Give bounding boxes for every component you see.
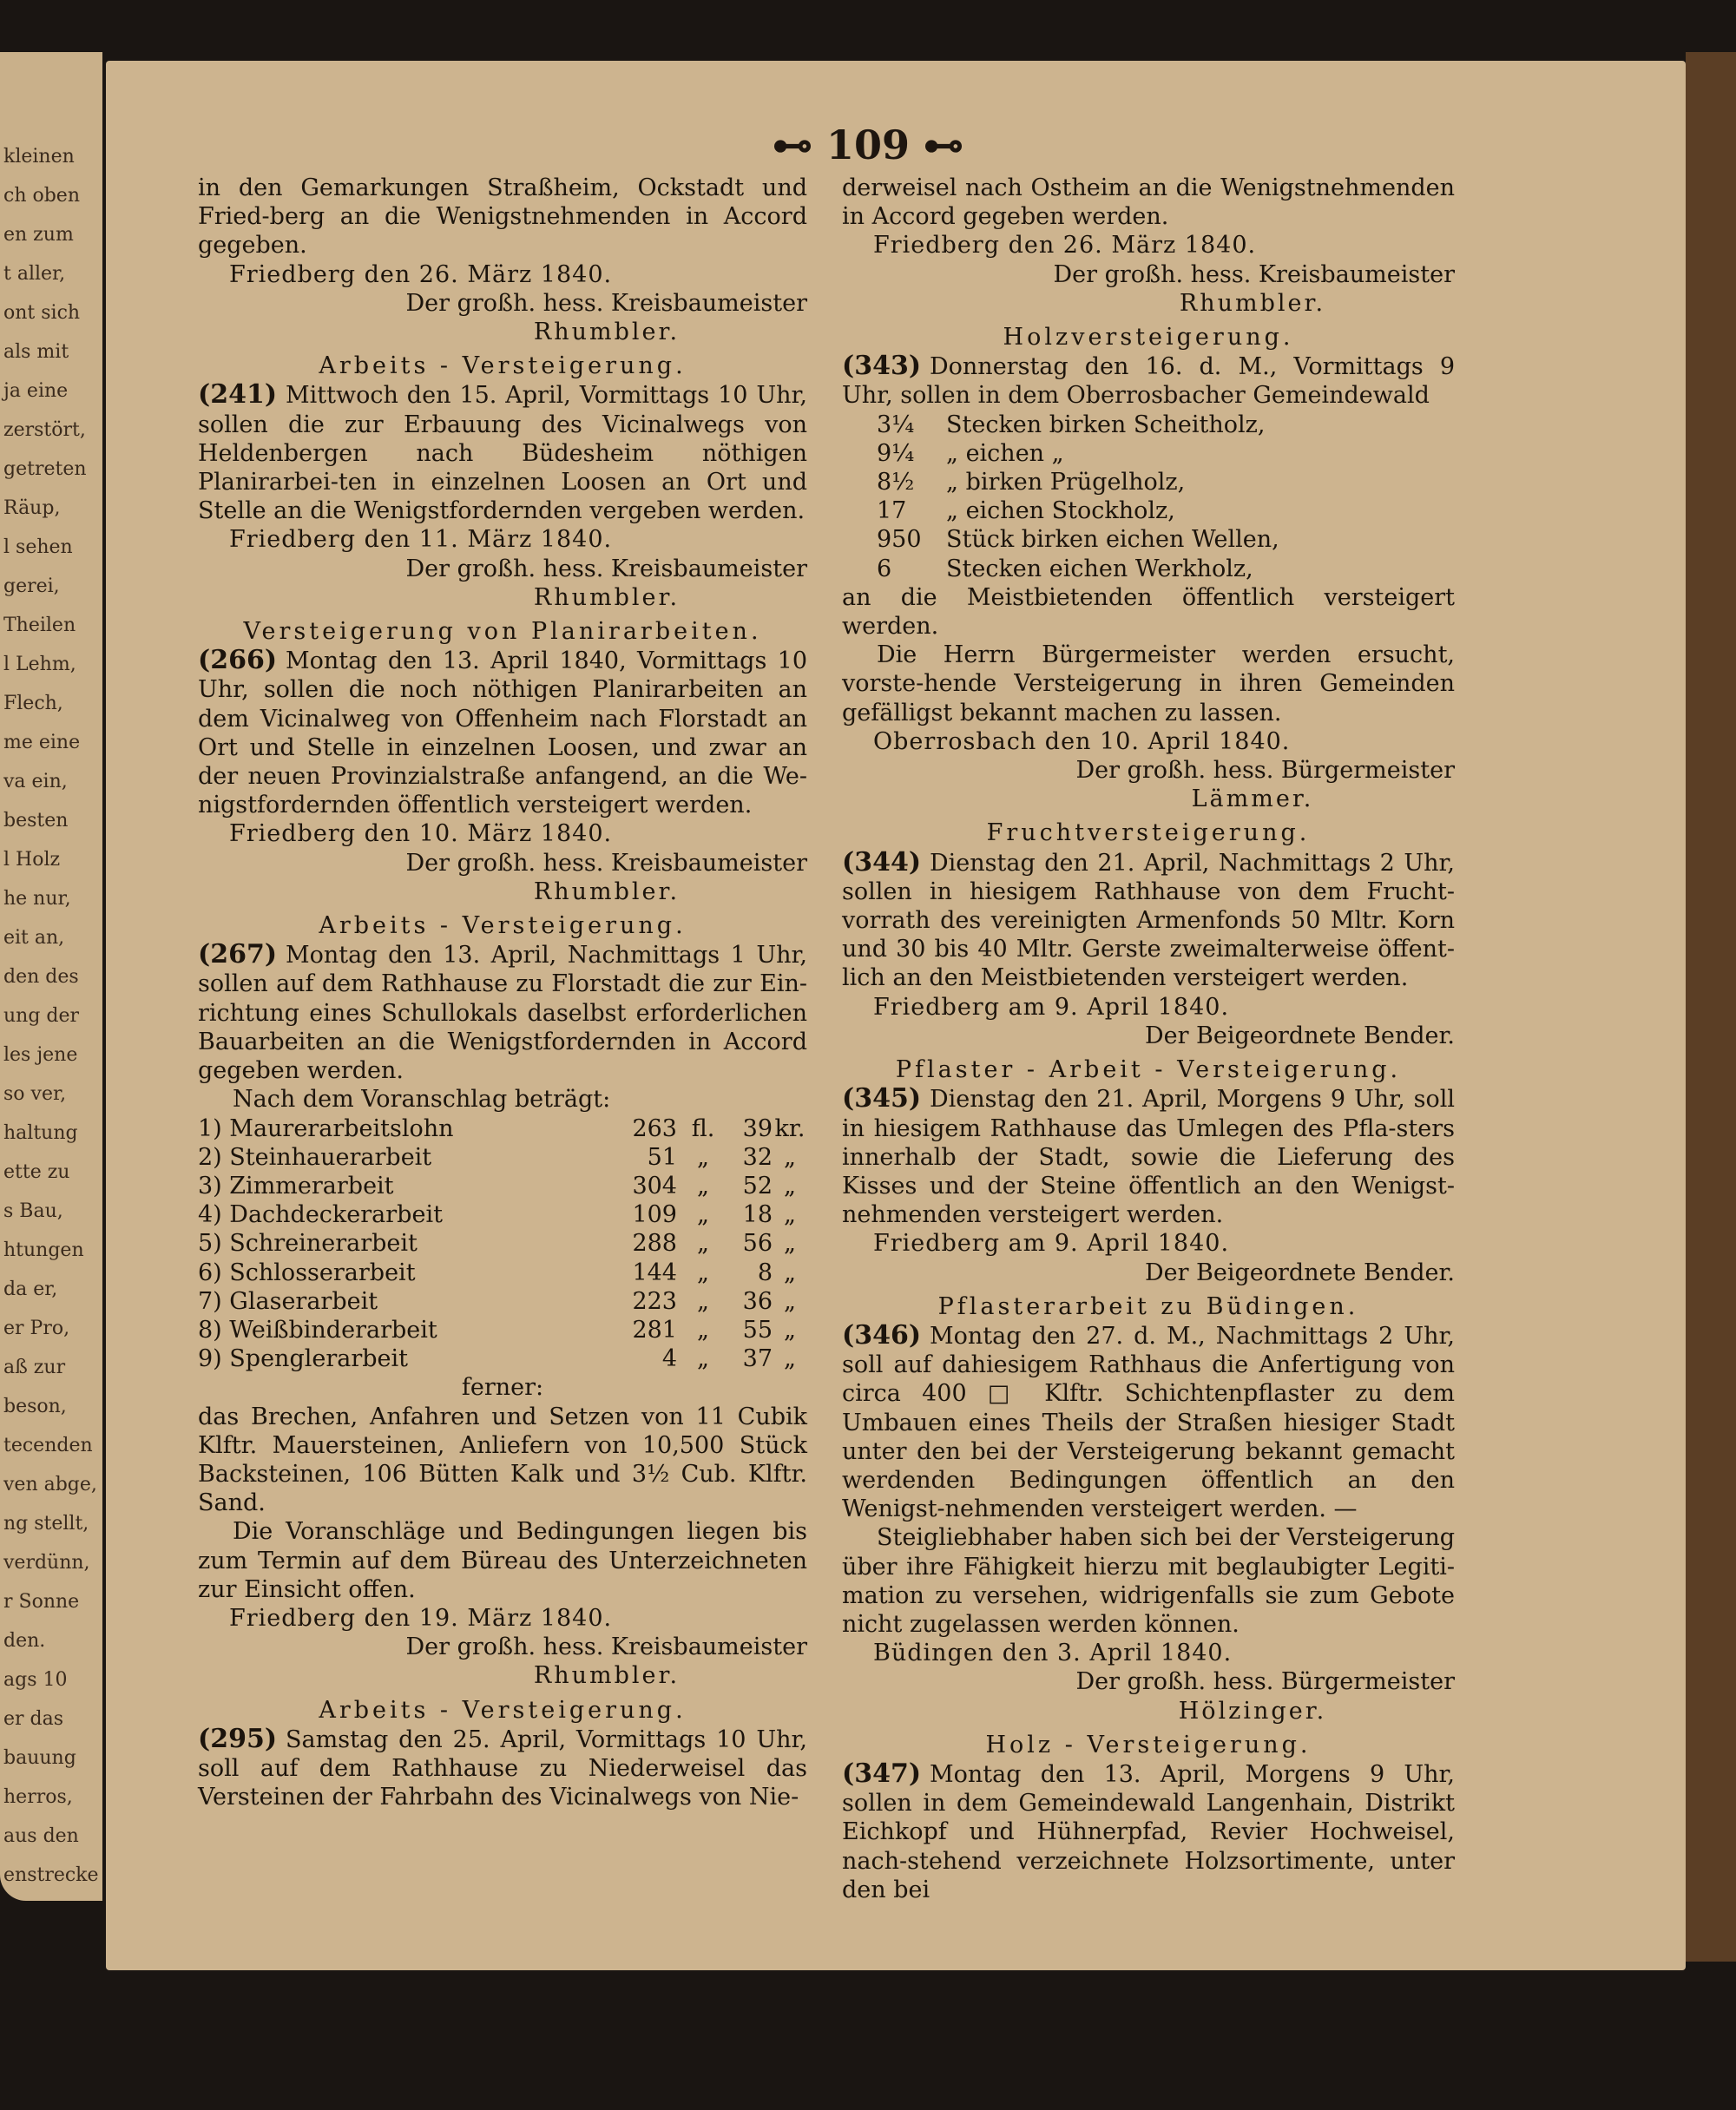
notice-signer: Rhumbler. xyxy=(533,319,681,346)
section-heading: Holzversteigerung. xyxy=(1003,324,1294,352)
notice-text: Mittwoch den 15. April, Vormittags 10 Uhr, sollen die zur Erbauung des Vicinalwegs von Heldenbergen nach Büdesheim nöthigen Planirarbei-ten in einzelnen Loosen an Ort und Stelle an die Wenigstfordernden vergeben werden. xyxy=(198,382,807,525)
cost-row xyxy=(198,1114,807,1143)
wood-quantity: 17 xyxy=(877,497,907,525)
left-page-fragment: l Lehm, xyxy=(3,654,76,675)
cost-label: 1) Maurerarbeitslohn xyxy=(198,1114,454,1142)
left-page-fragment: ung der xyxy=(3,1005,80,1027)
wood-item xyxy=(877,468,1455,496)
cost-fl-unit: „ xyxy=(697,1172,709,1200)
wood-quantity: 6 xyxy=(877,555,892,582)
cost-fl: 304 xyxy=(632,1172,677,1200)
left-page-fragment: he nur, xyxy=(3,888,71,910)
left-page-fragment: r Sonne xyxy=(3,1591,80,1613)
left-page-fragment: den. xyxy=(3,1630,46,1652)
cost-kr: 56 xyxy=(742,1230,773,1258)
book-cover-edge xyxy=(1686,52,1736,1962)
notice-241 xyxy=(198,380,807,525)
wood-quantity: 950 xyxy=(877,526,922,554)
cost-kr: 55 xyxy=(742,1316,773,1344)
notice-346 xyxy=(842,1321,1455,1523)
left-page-fragment: va ein, xyxy=(3,771,68,792)
notice-number: (347) xyxy=(842,1758,922,1789)
left-page-fragment: t aller, xyxy=(3,263,66,285)
wood-description: „ eichen Stockholz, xyxy=(946,497,1175,525)
notice-signature: Der großh. hess. Kreisbaumeister xyxy=(405,555,807,582)
notice-267 xyxy=(198,940,807,1085)
notice-date: Friedberg den 26. März 1840. xyxy=(873,232,1257,260)
section-heading: Versteigerung von Planirarbeiten. xyxy=(243,618,762,646)
notice-intro-text: derweisel nach Ostheim an die Wenigstnehmenden in Accord gegeben werden. xyxy=(842,174,1455,231)
wood-item xyxy=(877,555,1455,583)
notice-signer: Rhumbler. xyxy=(533,878,681,905)
left-page-fragment: als mit xyxy=(3,341,69,363)
ornament-left: ⊷ xyxy=(772,122,812,168)
cost-kr-unit: „ xyxy=(784,1287,796,1315)
wood-item xyxy=(877,411,1455,439)
cost-fl: 51 xyxy=(647,1143,677,1171)
notice-266 xyxy=(198,646,807,819)
left-page-fragment: Flech, xyxy=(3,693,63,714)
left-page-fragment: er Pro, xyxy=(3,1318,70,1339)
notice-signature: Der großh. hess. Bürgermeister xyxy=(1075,1668,1455,1696)
left-page-fragment: beson, xyxy=(3,1396,67,1417)
cost-kr: 32 xyxy=(742,1143,773,1171)
cost-table xyxy=(198,1114,807,1374)
notice-signer: Rhumbler. xyxy=(533,583,681,611)
cost-row xyxy=(198,1259,807,1287)
cost-row xyxy=(198,1143,807,1172)
cost-fl: 109 xyxy=(632,1201,677,1229)
notice-number: (345) xyxy=(842,1083,922,1114)
cost-ferner: ferner: xyxy=(461,1374,544,1402)
cost-row xyxy=(198,1344,807,1373)
notice-295 xyxy=(198,1725,807,1812)
right-column xyxy=(842,174,1455,1904)
notice-date: Friedberg den 11. März 1840. xyxy=(229,526,613,554)
left-page-fragment: aus den xyxy=(3,1825,79,1847)
notice-signature: Der Beigeordnete Bender. xyxy=(1144,1022,1455,1049)
notice-signature: Der großh. hess. Bürgermeister xyxy=(1075,757,1455,785)
cost-kr: 36 xyxy=(742,1287,773,1315)
notice-date: Friedberg am 9. April 1840. xyxy=(873,993,1230,1021)
wood-item xyxy=(877,496,1455,525)
notice-343 xyxy=(842,352,1455,410)
left-page-fragment: so ver, xyxy=(3,1083,67,1105)
cost-kr: 37 xyxy=(742,1345,773,1373)
cost-kr: 8 xyxy=(757,1259,773,1286)
cost-row xyxy=(198,1200,807,1229)
left-page-fragment: enstrecke xyxy=(3,1864,99,1886)
cost-fl: 4 xyxy=(661,1345,677,1373)
page-header xyxy=(0,122,1736,168)
cost-kr-unit: kr. xyxy=(774,1114,806,1142)
cost-kr-unit: „ xyxy=(784,1201,796,1229)
cost-fl: 223 xyxy=(632,1287,677,1315)
left-page-fragment: eit an, xyxy=(3,927,65,949)
cost-fl-unit: „ xyxy=(697,1287,709,1315)
notice-number: (267) xyxy=(198,939,278,970)
wood-description: Stecken eichen Werkholz, xyxy=(946,555,1253,582)
left-page-fragment: ont sich xyxy=(3,302,81,324)
notice-signature: Der Beigeordnete Bender. xyxy=(1144,1259,1455,1286)
wood-item xyxy=(877,525,1455,554)
notice-text: Montag den 13. April, Morgens 9 Uhr, sollen in dem Gemeindewald Langenhain, Distrikt Eichkopf und Hühnerpfad, Revier Hochweisel, nach-stehend verzeichnete Holzsortimente, unter den bei xyxy=(842,1760,1455,1903)
left-page-fragment: da er, xyxy=(3,1278,58,1300)
notice-text: Montag den 27. d. M., Nachmittags 2 Uhr, soll auf dahiesigem Rathhaus die Anfertigung von circa 400 □ Klftr. Schichtenpflaster zu dem Umbauen eines Theils der Straßen hiesiger Stadt unter den bei der Versteigerung bekannt gemacht werdenden Bedingungen öffentlich an den Wenigst-nehmenden versteigert werden. — xyxy=(842,1322,1455,1523)
notice-text: Samstag den 25. April, Vormittags 10 Uhr, soll auf dem Rathhause zu Niederweisel das Versteinen der Fahrbahn des Vicinalwegs von Nie- xyxy=(198,1725,807,1811)
left-page-fragment: haltung xyxy=(3,1122,78,1144)
cost-kr-unit: „ xyxy=(784,1172,796,1200)
notice-text: Montag den 13. April 1840, Vormittags 10 Uhr, sollen die noch nöthigen Planirarbeiten an dem Vicinalweg von Offenheim nach Florstadt an Ort und Stelle in einzelnen Loosen, und zwar an der neuen Provinzialstraße anfangend, an die We-nigstfordernden öffentlich versteigert werden. xyxy=(198,647,807,819)
notice-number: (266) xyxy=(198,645,278,676)
notice-number: (241) xyxy=(198,379,278,411)
cost-kr: 52 xyxy=(742,1172,773,1200)
left-page-fragment: les jene xyxy=(3,1044,78,1066)
left-page-fragment: l sehen xyxy=(3,536,73,558)
left-page-fragment: getreten xyxy=(3,458,87,480)
cost-label: 7) Glaserarbeit xyxy=(198,1287,378,1315)
left-page-fragment: verdünn, xyxy=(3,1552,90,1574)
notice-text: Montag den 13. April, Nachmittags 1 Uhr, sollen auf dem Rathhause zu Florstadt die zur Ein-richtung eines Schullokals daselbst erforderlichen Bauarbeiten an die Wenigstfordernden in Accord gegeben werden. xyxy=(198,942,807,1085)
cost-fl: 263 xyxy=(632,1114,677,1142)
cost-fl-unit: „ xyxy=(697,1316,709,1344)
section-heading: Fruchtversteigerung. xyxy=(986,819,1311,847)
section-heading: Arbeits - Versteigerung. xyxy=(319,352,687,380)
notice-signature: Der großh. hess. Kreisbaumeister xyxy=(405,849,807,877)
wood-quantity: 8½ xyxy=(877,469,915,496)
cost-row xyxy=(198,1172,807,1200)
cost-label: 8) Weißbinderarbeit xyxy=(198,1316,437,1344)
cost-fl-unit: „ xyxy=(697,1345,709,1373)
notice-text-more: Steigliebhaber haben sich bei der Versteigerung über ihre Fähigkeit hierzu mit beglaubigter Legiti-mation zu versehen, widrigenfalls sie zum Gebote nicht zugelassen werden können. xyxy=(842,1524,1455,1638)
cost-kr-unit: „ xyxy=(784,1143,796,1171)
notice-number: (344) xyxy=(842,846,922,878)
left-page-fragment: htungen xyxy=(3,1239,84,1261)
left-page-fragment: den des xyxy=(3,966,79,988)
wood-list xyxy=(877,411,1455,583)
left-page-fragment: zerstört, xyxy=(3,419,86,441)
notice-date: Oberrosbach den 10. April 1840. xyxy=(873,727,1291,755)
notice-text-more: das Brechen, Anfahren und Setzen von 11 Cubik Klftr. Mauersteinen, Anliefern von 10,500 Stück Backsteinen, 106 Bütten Kalk und 3½ Cub. Klftr. Sand. xyxy=(198,1403,807,1517)
left-page-fragment: ette zu xyxy=(3,1161,70,1183)
left-page-fragment: tecenden xyxy=(3,1435,93,1456)
cost-kr: 39 xyxy=(742,1114,773,1142)
left-page-fragment: besten xyxy=(3,810,69,832)
section-heading: Arbeits - Versteigerung. xyxy=(319,1696,687,1724)
cost-row xyxy=(198,1316,807,1344)
left-page-fragment: ch oben xyxy=(3,185,80,207)
notice-text-more: Die Herrn Bürgermeister werden ersucht, vorste-hende Versteigerung in ihren Gemeinden gefälligst bekannt machen zu lassen. xyxy=(842,641,1455,726)
left-column xyxy=(198,174,807,1811)
notice-signer: Rhumbler. xyxy=(1179,289,1326,317)
cost-fl-unit: „ xyxy=(697,1230,709,1258)
page-number: 109 xyxy=(825,122,911,168)
left-page-fragment: Theilen xyxy=(3,615,76,636)
wood-description: Stück birken eichen Wellen, xyxy=(946,526,1279,554)
cost-label: 4) Dachdeckerarbeit xyxy=(198,1201,443,1229)
cost-table-intro: Nach dem Voranschlag beträgt: xyxy=(233,1086,611,1114)
left-page-fragment: gerei, xyxy=(3,575,60,597)
notice-date: Friedberg den 26. März 1840. xyxy=(229,260,613,288)
notice-text-after: an die Meistbietenden öffentlich versteigert werden. xyxy=(842,583,1455,641)
section-heading: Pflasterarbeit zu Büdingen. xyxy=(937,1292,1359,1320)
left-page-fragment: l Holz xyxy=(3,849,61,871)
wood-description: „ eichen „ xyxy=(946,439,1064,467)
cost-fl-unit: „ xyxy=(697,1201,709,1229)
notice-text: Donnerstag den 16. d. M., Vormittags 9 Uhr, sollen in dem Oberrosbacher Gemeindewald xyxy=(842,353,1455,410)
cost-label: 5) Schreinerarbeit xyxy=(198,1230,418,1258)
notice-signature: Der großh. hess. Kreisbaumeister xyxy=(405,1633,807,1661)
cost-label: 3) Zimmerarbeit xyxy=(198,1172,394,1200)
cost-label: 2) Steinhauerarbeit xyxy=(198,1143,432,1171)
cost-kr-unit: „ xyxy=(784,1316,796,1344)
notice-number: (295) xyxy=(198,1723,278,1754)
left-page-fragment: kleinen xyxy=(3,146,75,168)
left-page-fragment: herros, xyxy=(3,1786,73,1808)
notice-344 xyxy=(842,848,1455,993)
left-page-fragment: er das xyxy=(3,1708,64,1730)
notice-text-more2: Die Voranschläge und Bedingungen liegen bis zum Termin auf dem Büreau des Unterzeichneten zur Einsicht offen. xyxy=(198,1518,807,1603)
notice-signature: Der großh. hess. Kreisbaumeister xyxy=(405,289,807,317)
section-heading: Arbeits - Versteigerung. xyxy=(319,912,687,940)
section-heading: Holz - Versteigerung. xyxy=(985,1731,1312,1758)
wood-item xyxy=(877,439,1455,468)
wood-quantity: 9¼ xyxy=(877,439,915,467)
left-page-fragment: bauung xyxy=(3,1747,76,1769)
cost-fl: 281 xyxy=(632,1316,677,1344)
ornament-right: ⊷ xyxy=(924,122,964,168)
section-heading: Pflaster - Arbeit - Versteigerung. xyxy=(895,1056,1402,1084)
left-page-fragment: en zum xyxy=(3,224,74,246)
notice-signature: Der großh. hess. Kreisbaumeister xyxy=(1053,260,1455,288)
cost-fl: 144 xyxy=(632,1259,677,1286)
left-page-fragment: s Bau, xyxy=(3,1200,63,1222)
notice-signer: Hölzinger. xyxy=(1178,1697,1327,1725)
cost-label: 6) Schlosserarbeit xyxy=(198,1259,416,1286)
notice-signer: Rhumbler. xyxy=(533,1662,681,1690)
notice-date: Friedberg den 10. März 1840. xyxy=(229,820,613,848)
wood-description: „ birken Prügelholz, xyxy=(946,469,1186,496)
left-page-fragment: aß zur xyxy=(3,1357,66,1378)
notice-text: Dienstag den 21. April, Morgens 9 Uhr, soll in hiesigem Rathhause das Umlegen des Pfla-sters innerhalb der Stadt, sowie die Lieferung des Kisses und der Steine öffentlich an den Wenigst-nehmenden versteigert werden. xyxy=(842,1086,1455,1229)
notice-number: (346) xyxy=(842,1319,922,1351)
left-page-fragment: Räup, xyxy=(3,497,61,519)
cost-label: 9) Spenglerarbeit xyxy=(198,1345,408,1373)
left-page-fragment: ven abge, xyxy=(3,1474,97,1495)
cost-kr-unit: „ xyxy=(784,1345,796,1373)
cost-fl-unit: „ xyxy=(697,1259,709,1286)
left-page-edge xyxy=(0,52,102,1901)
wood-quantity: 3¼ xyxy=(877,411,915,438)
left-page-fragment: ja eine xyxy=(3,380,69,402)
cost-fl-unit: fl. xyxy=(691,1114,715,1142)
notice-347 xyxy=(842,1759,1455,1904)
notice-date: Friedberg den 19. März 1840. xyxy=(229,1604,613,1632)
cost-row xyxy=(198,1229,807,1258)
notice-number: (343) xyxy=(842,351,922,382)
cost-fl-unit: „ xyxy=(697,1143,709,1171)
cost-fl: 288 xyxy=(632,1230,677,1258)
left-page-fragment: ng stellt, xyxy=(3,1513,89,1535)
notice-signer: Lämmer. xyxy=(1191,785,1314,813)
notice-345 xyxy=(842,1084,1455,1229)
cost-row xyxy=(198,1287,807,1316)
cost-kr-unit: „ xyxy=(784,1230,796,1258)
notice-text: Dienstag den 21. April, Nachmittags 2 Uhr, sollen in hiesigem Rathhause von dem Frucht-vorrath des vereinigten Armenfonds 50 Mltr. Korn und 30 bis 40 Mltr. Gerste zweimalterweise öffent-lich an den Meistbietenden versteigert werden. xyxy=(842,849,1455,992)
notice-date: Friedberg am 9. April 1840. xyxy=(873,1230,1230,1258)
left-page-fragment: ags 10 xyxy=(3,1669,68,1691)
notice-date: Büdingen den 3. April 1840. xyxy=(873,1640,1233,1667)
cost-kr-unit: „ xyxy=(784,1259,796,1286)
notice-intro-text: in den Gemarkungen Straßheim, Ockstadt und Fried-berg an die Wenigstnehmenden in Accord gegeben. xyxy=(198,174,807,260)
left-page-fragment: me eine xyxy=(3,732,81,753)
wood-description: Stecken birken Scheitholz, xyxy=(946,411,1266,438)
cost-kr: 18 xyxy=(742,1201,773,1229)
